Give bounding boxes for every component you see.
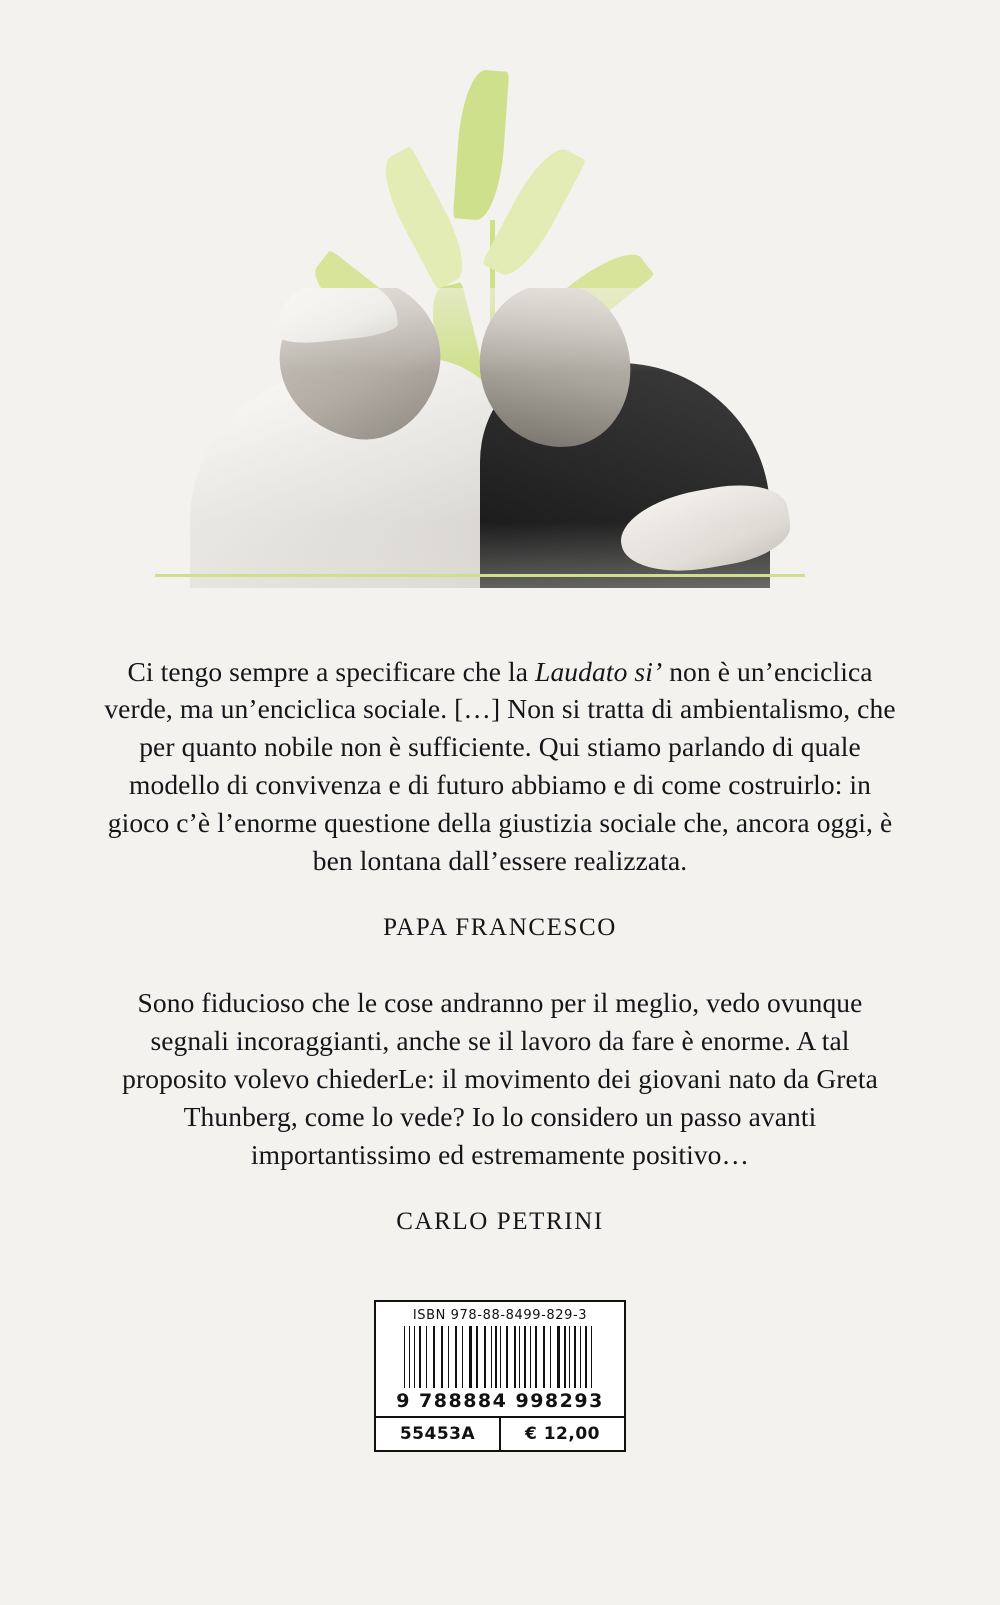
barcode-bar	[569, 1326, 570, 1388]
barcode-bar	[428, 1326, 431, 1388]
barcode-bars	[384, 1326, 616, 1388]
quote-text-before: Sono fiducioso che le cose andranno per il meglio, vedo ovunque segnali incoraggianti, anche se il lavoro da fare è enorme. A tal proposito volevo chiederLe: il movimento dei giovani nato da Greta Thunberg, come lo vede? Io lo considero un passo avanti importantissimo ed estremamente positivo…	[122, 987, 878, 1170]
barcode-bar	[547, 1326, 549, 1388]
photo-fade-overlay	[150, 288, 790, 588]
barcode-bar	[491, 1326, 492, 1388]
barcode-bar	[464, 1326, 467, 1388]
barcode-bar	[532, 1326, 533, 1388]
quote-text-after: non è un’enciclica verde, ma un’enciclica sociale. […] Non si tratta di ambientalismo, che per quanto nobile non è sufficiente. Qui stiamo parlando di quale modello di convivenza e di futuro abbiamo e di come costruirlo: in gioco c’è l’enorme questione della giustizia sociale che, ancora oggi, è ben lontana dall’essere realizzata.	[104, 655, 896, 877]
barcode-bar	[561, 1326, 563, 1388]
product-code: 55453A	[376, 1418, 501, 1450]
barcode-bar	[571, 1326, 572, 1388]
barcode-bar	[495, 1326, 496, 1388]
barcode-bar	[574, 1326, 576, 1388]
barcode-bar	[473, 1326, 475, 1388]
barcode-bar	[455, 1326, 457, 1388]
barcode-bar	[557, 1326, 559, 1388]
barcode-bar	[527, 1326, 528, 1388]
barcode-bar	[441, 1326, 443, 1388]
barcode-bar	[517, 1326, 518, 1388]
barcode-bar	[519, 1326, 520, 1388]
barcode-bar	[426, 1326, 427, 1388]
leaf-shape	[453, 69, 509, 222]
barcode-bar	[538, 1326, 541, 1388]
barcode-bar	[448, 1326, 449, 1388]
barcode-bar	[522, 1326, 523, 1388]
cover-artwork	[0, 60, 1000, 580]
quote-text	[100, 984, 900, 1174]
barcode-bar	[591, 1326, 592, 1388]
barcode-bar	[524, 1326, 526, 1388]
barcode-bar	[500, 1326, 501, 1388]
quote-text-italic: Laudato si’	[535, 655, 663, 687]
barcode-bar	[582, 1326, 583, 1388]
barcode-bar	[503, 1326, 505, 1388]
barcode-bar	[493, 1326, 494, 1388]
barcode-bar	[404, 1326, 405, 1388]
barcode-bar	[459, 1326, 461, 1388]
quote-attribution: PAPA FRANCESCO	[383, 914, 617, 942]
barcode-bar	[414, 1326, 415, 1388]
barcode-bar	[487, 1326, 489, 1388]
barcode-bar	[580, 1326, 581, 1388]
barcode-bar	[506, 1326, 508, 1388]
price-value: € 12,00	[524, 1424, 601, 1444]
barcode-bar	[593, 1326, 594, 1388]
quote-text-before: Ci tengo sempre a specificare che la	[127, 655, 536, 687]
cover-photo	[150, 288, 790, 588]
barcode-bar	[588, 1326, 589, 1388]
barcode-bar	[411, 1326, 412, 1388]
barcode-bar	[585, 1326, 587, 1388]
barcode-bar	[450, 1326, 453, 1388]
barcode-bar	[409, 1326, 410, 1388]
accent-rule	[155, 574, 805, 577]
barcode-bar	[510, 1326, 513, 1388]
barcode-bar	[530, 1326, 531, 1388]
quotes-section	[100, 625, 900, 1236]
quote-block	[100, 984, 900, 1236]
barcode-bar	[552, 1326, 555, 1388]
barcode-bar	[498, 1326, 499, 1388]
barcode-bar	[406, 1326, 407, 1388]
barcode-bar	[479, 1326, 482, 1388]
barcode-bar	[419, 1326, 421, 1388]
barcode-bar	[422, 1326, 424, 1388]
barcode-bar	[433, 1326, 435, 1388]
isbn-label: ISBN 978-88-8499-829-3	[412, 1308, 588, 1323]
barcode-digits: 9 788884 998293	[396, 1390, 604, 1412]
barcode-bar	[514, 1326, 515, 1388]
barcode-bar	[550, 1326, 551, 1388]
barcode-bar	[469, 1326, 471, 1388]
barcode-bar	[543, 1326, 545, 1388]
quote-block	[100, 653, 900, 943]
quote-attribution: CARLO PETRINI	[396, 1207, 604, 1235]
barcode-bar	[476, 1326, 477, 1388]
barcode-bar	[564, 1326, 565, 1388]
barcode-bar	[436, 1326, 439, 1388]
barcode-bar	[535, 1326, 537, 1388]
barcode-bar	[462, 1326, 463, 1388]
barcode-bar	[444, 1326, 446, 1388]
barcode-bar	[567, 1326, 568, 1388]
price-row	[376, 1416, 624, 1450]
barcode-bar	[484, 1326, 486, 1388]
barcode-block	[374, 1300, 626, 1452]
barcode-bar	[577, 1326, 578, 1388]
quote-text	[100, 653, 900, 881]
barcode-bar	[416, 1326, 417, 1388]
